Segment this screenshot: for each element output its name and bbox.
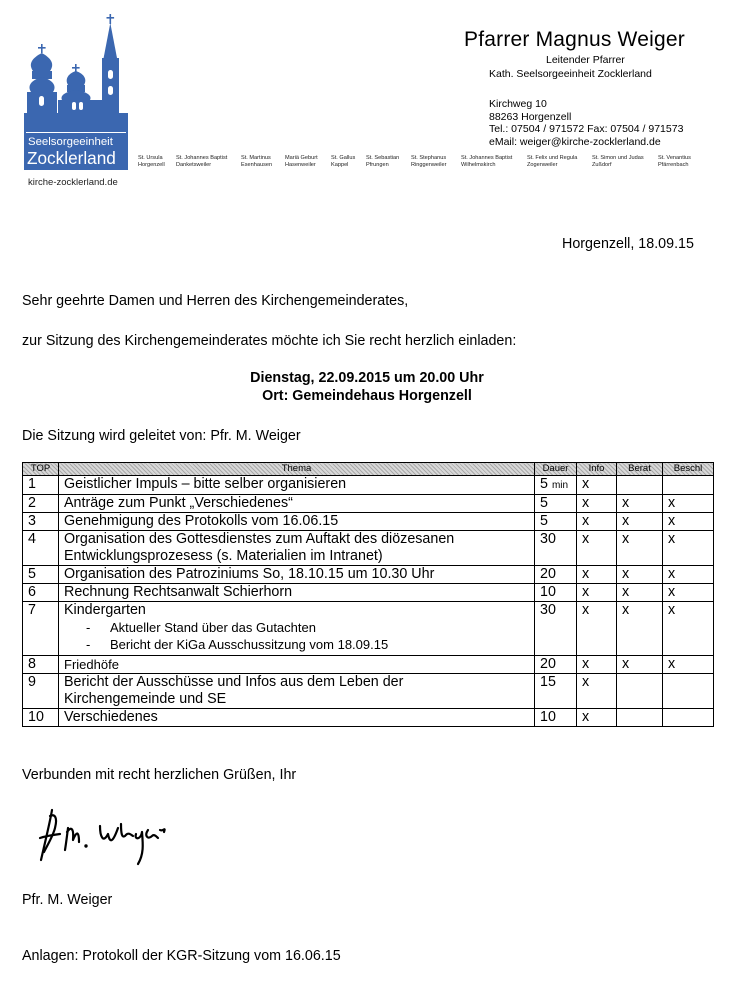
meeting-date: Dienstag, 22.09.2015 um 20.00 Uhr <box>250 370 484 386</box>
cell-topic: Friedhöfe <box>59 656 535 674</box>
cell-info: x <box>577 513 617 531</box>
header-advice: Berat <box>617 463 663 476</box>
cell-info: x <box>577 495 617 513</box>
cell-advice: x <box>617 513 663 531</box>
cell-top: 10 <box>23 709 59 727</box>
logo-line-2: Zocklerland <box>27 148 116 168</box>
address-block <box>489 98 683 148</box>
parish-item: St. Martinus Esenhausen <box>241 155 273 168</box>
cell-duration: 10 <box>535 584 577 602</box>
agenda-table <box>22 462 714 727</box>
header-duration: Dauer <box>535 463 577 476</box>
cell-info: x <box>577 656 617 674</box>
logo-line-1: Seelsorgeeinheit <box>28 136 113 148</box>
chair-line: Die Sitzung wird geleitet von: Pfr. M. Weiger <box>22 428 301 444</box>
phone-fax: Tel.: 07504 / 971572 Fax: 07504 / 971573 <box>489 123 684 135</box>
pastor-name: Pfarrer Magnus Weiger <box>464 28 685 51</box>
cell-advice <box>617 476 663 495</box>
cell-advice: x <box>617 602 663 656</box>
cell-top: 5 <box>23 566 59 584</box>
parish-item: St. Stephanus Ringgenweiler <box>411 155 447 168</box>
cell-decision <box>663 674 714 709</box>
cell-duration: 30 <box>535 602 577 656</box>
cell-info: x <box>577 584 617 602</box>
signer-name: Pfr. M. Weiger <box>22 892 113 908</box>
parish-item: St. Johannes Baptist Wilhelmskirch <box>461 155 513 168</box>
cell-info: x <box>577 709 617 727</box>
table-row <box>23 656 714 674</box>
table-row <box>23 495 714 513</box>
cell-topic: Anträge zum Punkt „Verschiedenes“ <box>59 495 535 513</box>
cell-duration: 5 <box>535 495 577 513</box>
cell-info: x <box>577 674 617 709</box>
table-row <box>23 602 714 656</box>
attachments-line: Anlagen: Protokoll der KGR-Sitzung vom 16.06.15 <box>22 948 341 964</box>
cell-top: 7 <box>23 602 59 656</box>
parish-item: St. Gallus Kappel <box>331 155 356 168</box>
cell-decision: x <box>663 566 714 584</box>
cell-duration: 5 <box>535 513 577 531</box>
cell-advice: x <box>617 584 663 602</box>
cell-duration: 20 <box>535 656 577 674</box>
cell-decision <box>663 476 714 495</box>
cell-topic: Organisation des Gottesdienstes zum Auftakt des diözesanen Entwicklungsprozesess (s. Materialien im Intranet) <box>59 531 535 566</box>
cell-decision: x <box>663 495 714 513</box>
table-row <box>23 476 714 495</box>
sub-item: - Aktueller Stand über das Gutachten <box>64 619 534 636</box>
logo-url: kirche-zocklerland.de <box>28 177 118 188</box>
cell-topic: Geistlicher Impuls – bitte selber organisieren <box>59 476 535 495</box>
cell-topic: Rechnung Rechtsanwalt Schierhorn <box>59 584 535 602</box>
cell-decision: x <box>663 513 714 531</box>
header-info: Info <box>577 463 617 476</box>
cell-advice: x <box>617 656 663 674</box>
cell-top: 6 <box>23 584 59 602</box>
parish-item: St. Sebastian Pfrungen <box>366 155 400 168</box>
cell-info: x <box>577 566 617 584</box>
cell-advice: x <box>617 531 663 566</box>
table-row <box>23 584 714 602</box>
cell-top: 8 <box>23 656 59 674</box>
closing-line: Verbunden mit recht herzlichen Grüßen, Ihr <box>22 767 297 783</box>
cell-topic: Bericht der Ausschüsse und Infos aus dem Leben der Kirchengemeinde und SE <box>59 674 535 709</box>
parish-item: St. Felix und Regula Zogenweiler <box>527 155 578 168</box>
parish-item: Mariä Geburt Hasenweiler <box>285 155 318 168</box>
cell-top: 3 <box>23 513 59 531</box>
header-decision: Beschl <box>663 463 714 476</box>
parish-item: St. Venantius Pfärrenbach <box>658 155 691 168</box>
seelsorgeeinheit-logo <box>24 14 128 174</box>
cell-advice: x <box>617 566 663 584</box>
cell-duration: 10 <box>535 709 577 727</box>
cell-topic: Verschiedenes <box>59 709 535 727</box>
cell-topic: Genehmigung des Protokolls vom 16.06.15 <box>59 513 535 531</box>
signature <box>38 806 178 868</box>
parish-item: St. Johannes Baptist Danketsweiler <box>176 155 228 168</box>
salutation: Sehr geehrte Damen und Herren des Kirchengemeinderates, <box>22 293 409 309</box>
meeting-location: Ort: Gemeindehaus Horgenzell <box>262 388 472 404</box>
parish-item: St. Simon und Judas Zußdorf <box>592 155 644 168</box>
cell-top: 1 <box>23 476 59 495</box>
cell-duration: 30 <box>535 531 577 566</box>
table-row <box>23 709 714 727</box>
cell-info: x <box>577 602 617 656</box>
cell-info: x <box>577 531 617 566</box>
organization-name: Kath. Seelsorgeeinheit Zocklerland <box>489 68 652 80</box>
city: 88263 Horgenzell <box>489 110 572 123</box>
cell-advice <box>617 709 663 727</box>
cell-duration: 20 <box>535 566 577 584</box>
street: Kirchweg 10 <box>489 98 547 110</box>
sub-item: - Bericht der KiGa Ausschussitzung vom 18.09.15 <box>64 636 534 653</box>
pastor-role: Leitender Pfarrer <box>546 54 625 66</box>
table-row <box>23 531 714 566</box>
header-top: TOP <box>23 463 59 476</box>
cell-top: 2 <box>23 495 59 513</box>
parish-item: St. Ursula Horgenzell <box>138 155 165 168</box>
cell-duration: 15 <box>535 674 577 709</box>
cell-advice: x <box>617 495 663 513</box>
table-row <box>23 566 714 584</box>
cell-decision: x <box>663 531 714 566</box>
table-header-row <box>23 463 714 476</box>
header-topic: Thema <box>59 463 535 476</box>
cell-duration: 5 min <box>535 476 577 495</box>
cell-decision: x <box>663 584 714 602</box>
table-row <box>23 674 714 709</box>
table-row <box>23 513 714 531</box>
place-date: Horgenzell, 18.09.15 <box>562 236 694 252</box>
intro-text: zur Sitzung des Kirchengemeinderates möchte ich Sie recht herzlich einladen: <box>22 333 517 349</box>
cell-advice <box>617 674 663 709</box>
cell-top: 4 <box>23 531 59 566</box>
cell-info: x <box>577 476 617 495</box>
cell-top: 9 <box>23 674 59 709</box>
cell-topic: Organisation des Patroziniums So, 18.10.15 um 10.30 Uhr <box>59 566 535 584</box>
email[interactable]: eMail: weiger@kirche-zocklerland.de <box>489 135 661 148</box>
cell-decision: x <box>663 602 714 656</box>
cell-decision: x <box>663 656 714 674</box>
cell-topic: Kindergarten - Aktueller Stand über das Gutachten - Bericht der KiGa Ausschussitzung vom 18.09.15 <box>59 602 535 656</box>
cell-decision <box>663 709 714 727</box>
